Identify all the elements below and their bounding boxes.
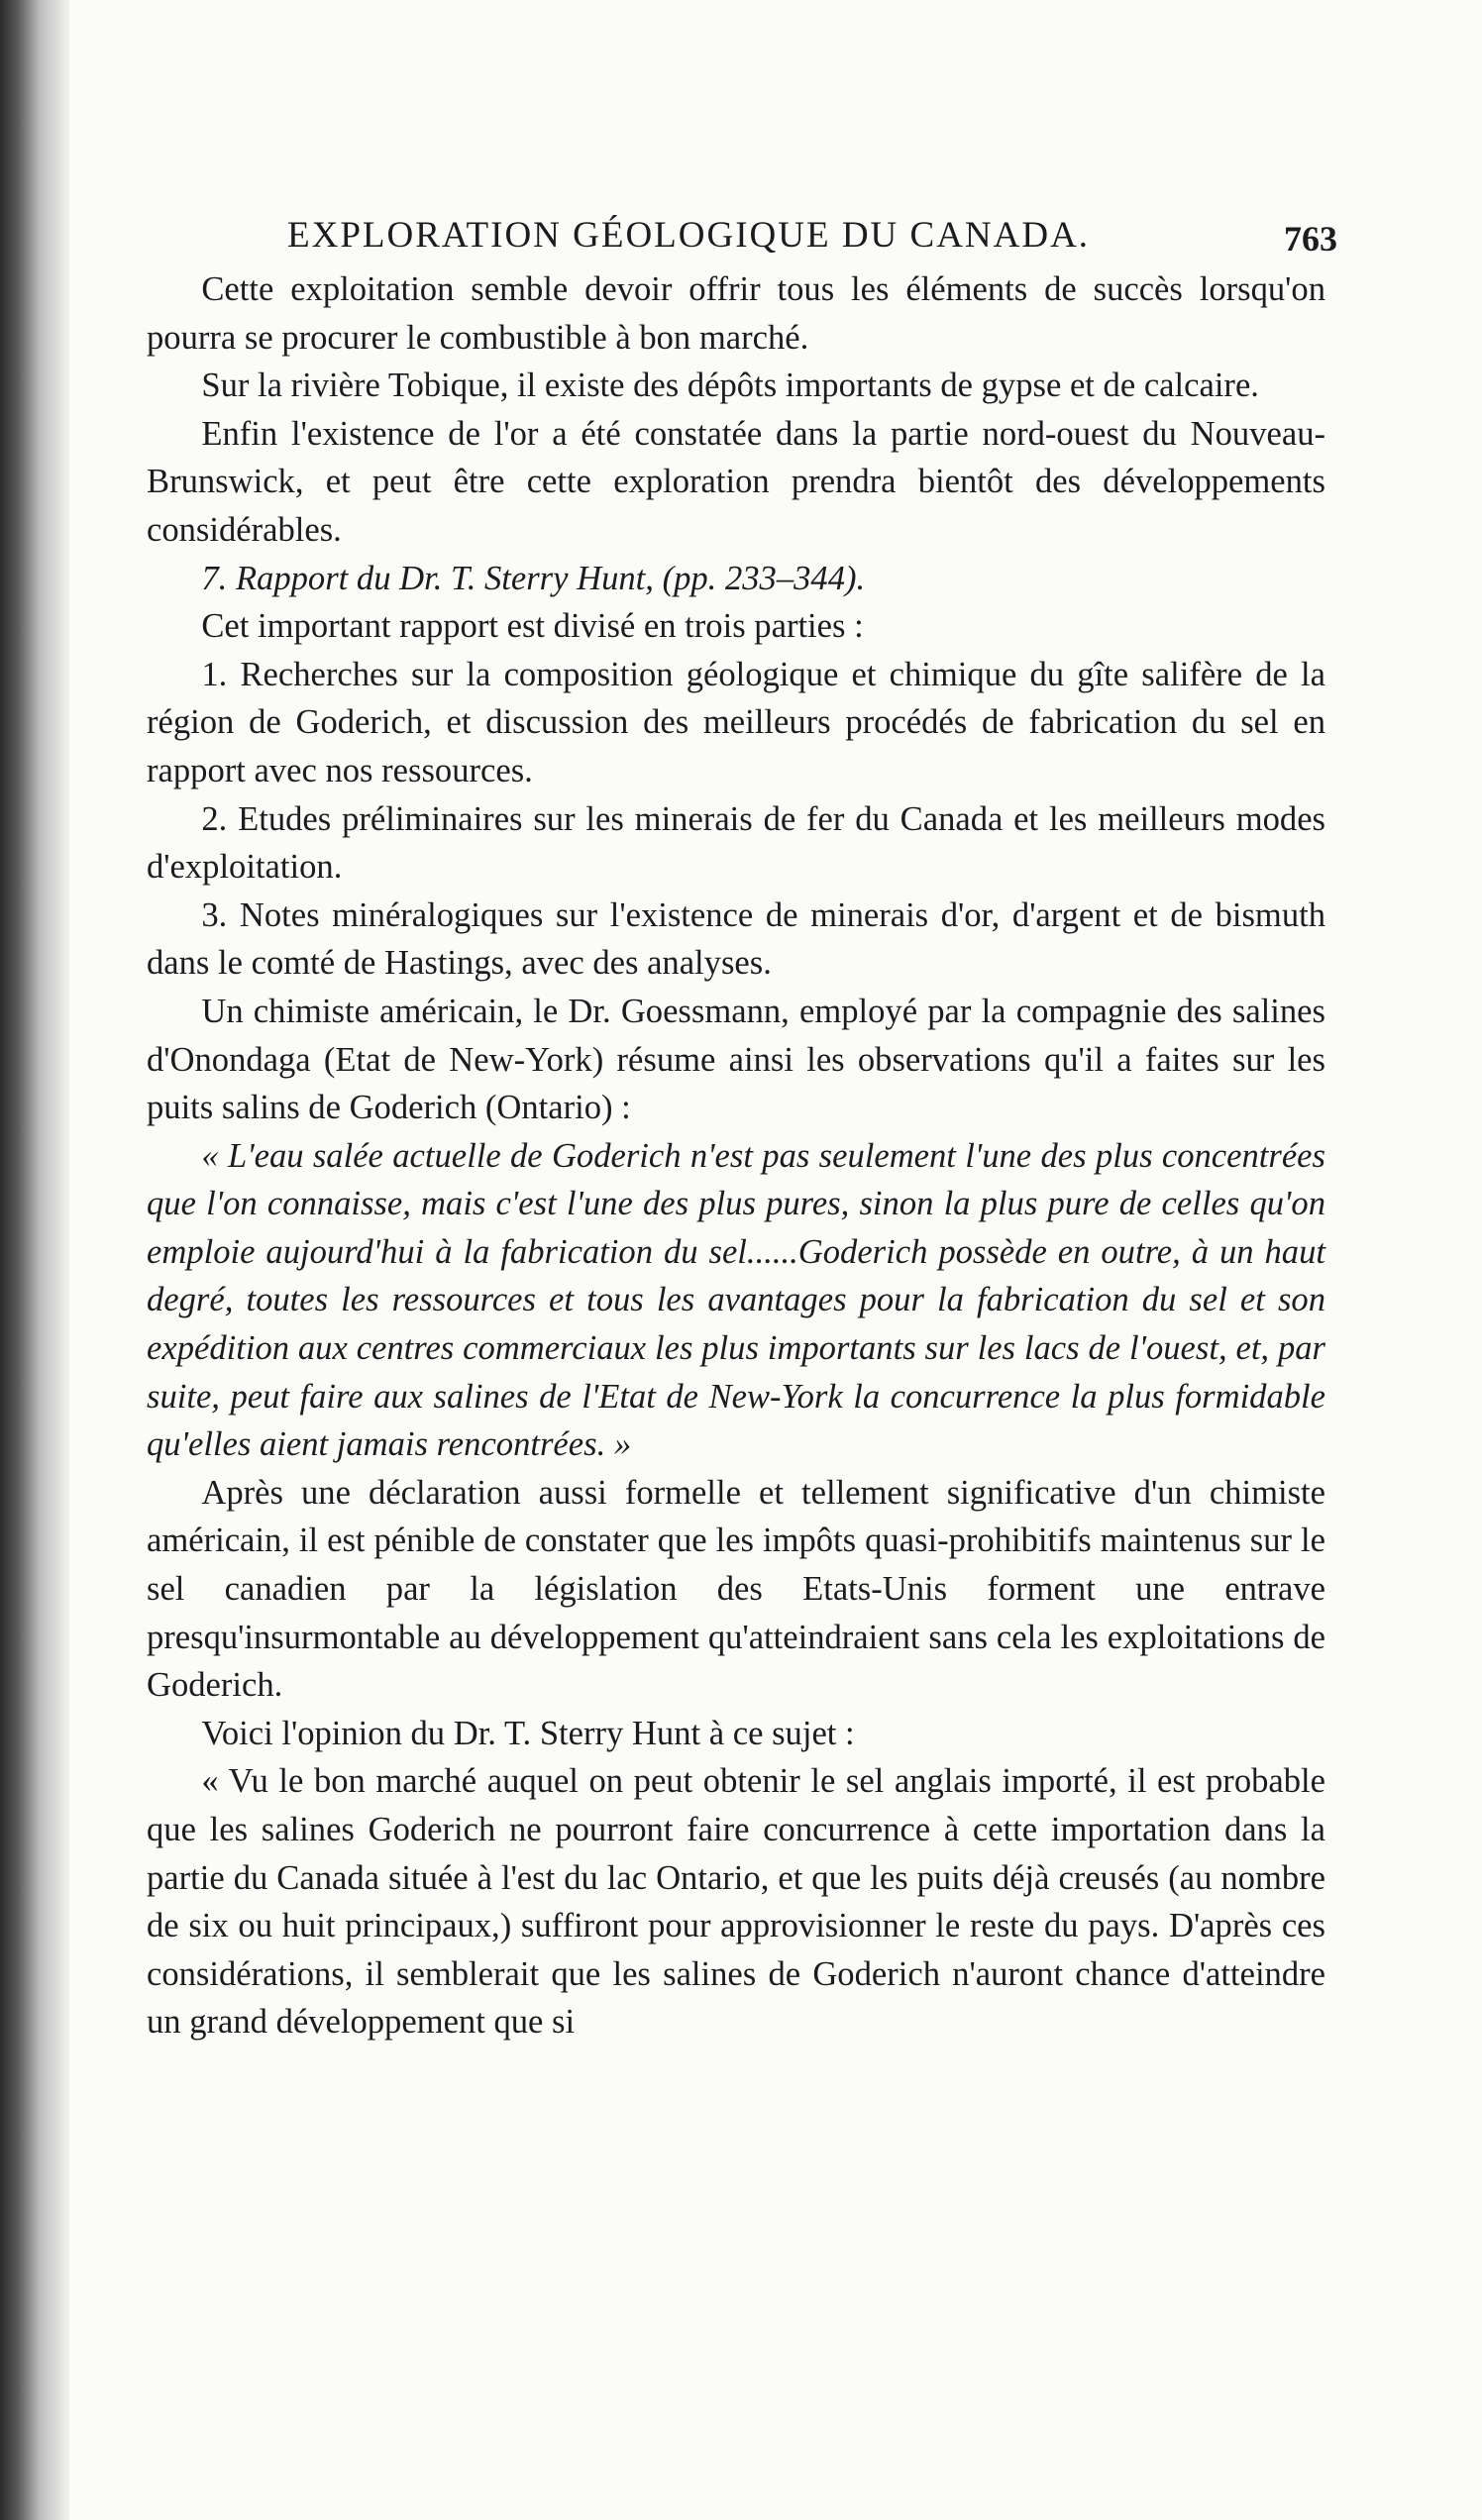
- paragraph: Enfin l'existence de l'or a été constatée dans la partie nord-ouest du Nouveau-Brunswick, et peut être cette exploration prendra bientôt des développements considérables.: [147, 414, 1325, 549]
- list-item: 3. Notes minéralogiques sur l'existence de minerais d'or, d'argent et de bismuth dans le comté de Hastings, avec des analyses.: [147, 895, 1325, 983]
- paragraph: Cette exploitation semble devoir offrir tous les éléments de succès lorsqu'on pourra se procurer le combustible à bon marché.: [147, 270, 1325, 357]
- page-header: [287, 204, 1337, 267]
- body-text: [147, 265, 1325, 2047]
- paragraph: Après une déclaration aussi formelle et tellement significative d'un chimiste américain, il est pénible de constater que les impôts quasi-prohibitifs maintenus sur le sel canadien par la législation des Etats-Unis forment une entrave presqu'insurmontable au développement qu'atteindraient sans cela les exploitations de Goderich.: [147, 1473, 1325, 1705]
- quotation: « L'eau salée actuelle de Goderich n'est pas seulement l'une des plus concentrées que l'on connaisse, mais c'est l'une des plus pures, sinon la plus pure de celles qu'on emploie aujourd'hui à la fabrication du sel......Goderich possède en outre, à un haut degré, toutes les ressources et tous les avantages pour la fabrication du sel et son expédition aux centres commerciaux les plus importants sur les lacs de l'ouest, et, par suite, peut faire aux salines de l'Etat de New-York la concurrence la plus formidable qu'elles aient jamais rencontrées. »: [147, 1136, 1325, 1464]
- paragraph: Un chimiste américain, le Dr. Goessmann, employé par la compagnie des salines d'Onondaga (Etat de New-York) résume ainsi les observations qu'il a faites sur les puits salins de Goderich (Ontario) :: [147, 992, 1325, 1127]
- page-number: 763: [1284, 219, 1337, 259]
- list-item: 1. Recherches sur la composition géologique et chimique du gîte salifère de la région de Goderich, et discussion des meilleurs procédés de fabrication du sel en rapport avec nos ressources.: [147, 655, 1325, 789]
- running-title: EXPLORATION GÉOLOGIQUE DU CANADA.: [287, 215, 1091, 256]
- quotation: « Vu le bon marché auquel on peut obtenir le sel anglais importé, il est probable que les salines Goderich ne pourront faire concurrence à cette importation dans la partie du Canada située à l'est du lac Ontario, et que les puits déjà creusés (au nombre de six ou huit principaux,) suffiront pour approvisionner le reste du pays. D'après ces considérations, il semblerait que les salines de Goderich n'auront chance d'atteindre un grand développement que si: [147, 1762, 1325, 2042]
- paragraph: Voici l'opinion du Dr. T. Sterry Hunt à ce sujet :: [201, 1714, 855, 1752]
- section-heading: 7. Rapport du Dr. T. Sterry Hunt, (pp. 233–344).: [201, 559, 866, 597]
- paragraph: Sur la rivière Tobique, il existe des dépôts importants de gypse et de calcaire.: [201, 367, 1259, 405]
- page-binding-shadow: [0, 0, 69, 2520]
- paragraph: Cet important rapport est divisé en trois parties :: [201, 607, 864, 646]
- list-item: 2. Etudes préliminaires sur les minerais de fer du Canada et les meilleurs modes d'exploitation.: [147, 799, 1325, 887]
